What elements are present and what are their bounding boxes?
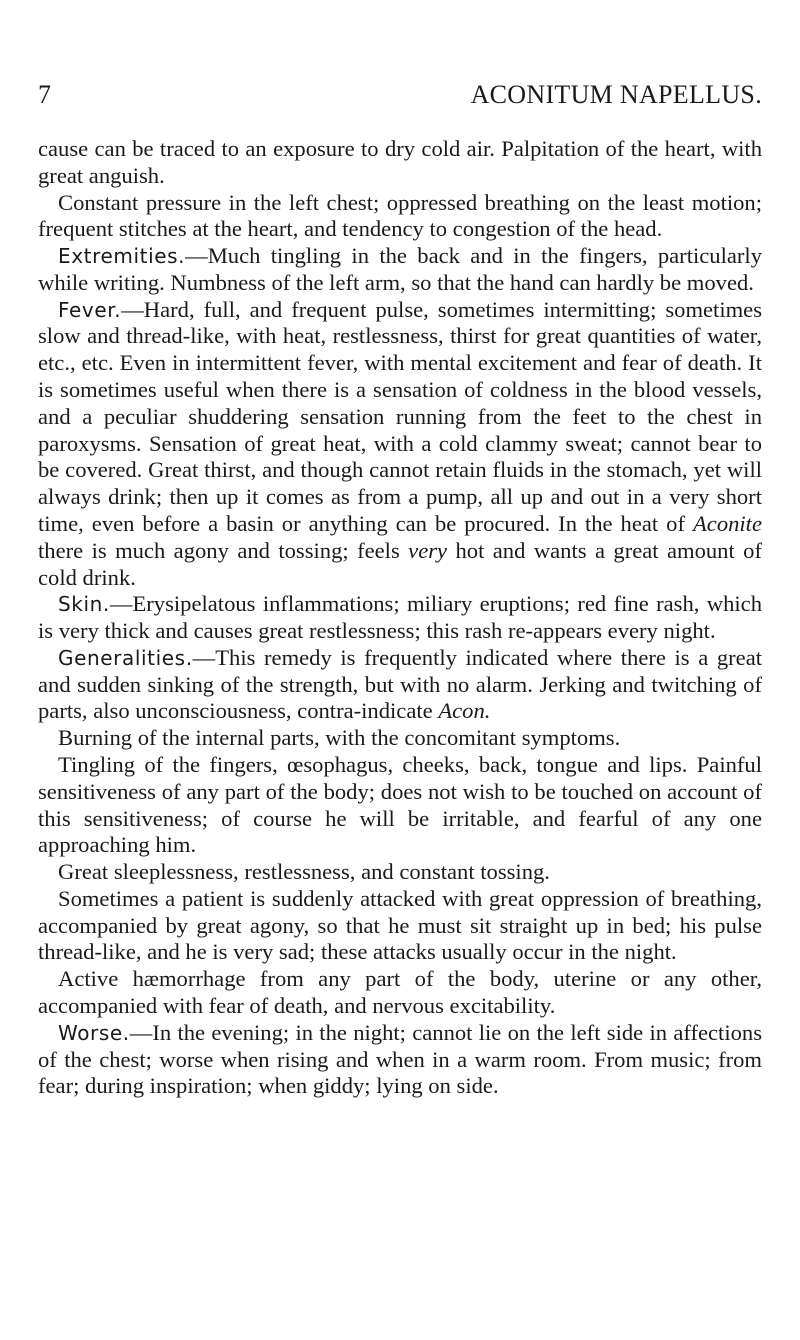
body-paragraph [38, 725, 762, 752]
body-paragraph [38, 886, 762, 966]
body-paragraph [38, 645, 762, 725]
paragraph-text: —Erysipelatous inflammations; miliary eruptions; red fine rash, which is very thick and causes great restlessness; this rash re-appears every night. [38, 591, 762, 644]
paragraph-text: —Hard, full, and frequent pulse, sometimes intermitting; sometimes slow and thread-like, with heat, restlessness, thirst for great quantities of water, etc., etc. Even in intermittent fever, with mental excitement and fear of death. It is sometimes useful when there is a sensation of coldness in the blood vessels, and a peculiar shuddering sensation running from the feet to the chest in paroxysms. Sensation of great heat, with a cold clammy sweat; cannot bear to be covered. Great thirst, and though cannot retain fluids in the stomach, yet will always drink; then up it comes as from a pump, all up and out in a very short time, even before a basin or anything can be procured. In the heat of [38, 296, 762, 536]
section-heading: Worse. [58, 1020, 130, 1045]
page-body [38, 136, 762, 1100]
body-paragraph [38, 297, 762, 592]
body-paragraph [38, 243, 762, 297]
paragraph-text: Active hæmorrhage from any part of the body, uterine or any other, accompanied with fear of death, and nervous excitability. [38, 966, 762, 1018]
body-paragraph [38, 752, 762, 859]
paragraph-text: —This remedy is frequently indicated where there is a great and sudden sinking of the strength, but with no alarm. Jerking and twitching of parts, also unconsciousness, contra-indicate [38, 644, 762, 724]
body-paragraph [38, 591, 762, 645]
body-paragraph [38, 859, 762, 886]
paragraph-text: —Much tingling in the back and in the fingers, particularly while writing. Numbness of the left arm, so that the hand can hardly be moved. [38, 243, 762, 295]
section-heading: Extremities. [58, 244, 186, 269]
paragraph-text: there is much agony and tossing; feels [38, 537, 409, 563]
paragraph-text: Constant pressure in the left chest; oppressed breathing on the least motion; frequent stitches at the heart, and tendency to congestion of the head. [38, 189, 762, 242]
section-heading: Skin. [58, 592, 110, 617]
paragraph-text: cause can be traced to an exposure to dry cold air. Palpitation of the heart, with great anguish. [38, 136, 762, 188]
body-paragraph [38, 1020, 762, 1100]
running-title: ACONITUM NAPELLUS. [470, 80, 762, 109]
section-heading: Fever. [58, 297, 122, 322]
section-heading: Generalities. [58, 645, 193, 670]
italic-term: Acon. [438, 698, 491, 724]
paragraph-text: —In the evening; in the night; cannot lie on the left side in affections of the chest; worse when rising and when in a warm room. From music; from fear; during inspiration; when giddy; lying on side. [38, 1019, 762, 1099]
paragraph-text: hot and wants a great amount of cold drink. [38, 537, 762, 590]
italic-term: Aconite [692, 510, 762, 536]
paragraph-text: Tingling of the fingers, œsophagus, cheeks, back, tongue and lips. Painful sensitiveness of any part of the body; does not wish to be touched on account of this sensitiveness; of course he will be irritable, and fearful of any one approaching him. [38, 751, 762, 858]
paragraph-text: Sometimes a patient is suddenly attacked with great oppression of breathing, accompanied by great agony, so that he must sit straight up in bed; his pulse thread-like, and he is very sad; these attacks usually occur in the night. [38, 885, 762, 965]
paragraph-text: Great sleeplessness, restlessness, and constant tossing. [58, 859, 550, 885]
body-paragraph [38, 190, 762, 244]
body-paragraph [38, 136, 762, 190]
page-number: 7 [38, 80, 52, 109]
paragraph-text: Burning of the internal parts, with the concomitant symptoms. [58, 725, 621, 751]
italic-term: very [408, 537, 448, 563]
body-paragraph [38, 966, 762, 1020]
page-header [38, 80, 762, 114]
